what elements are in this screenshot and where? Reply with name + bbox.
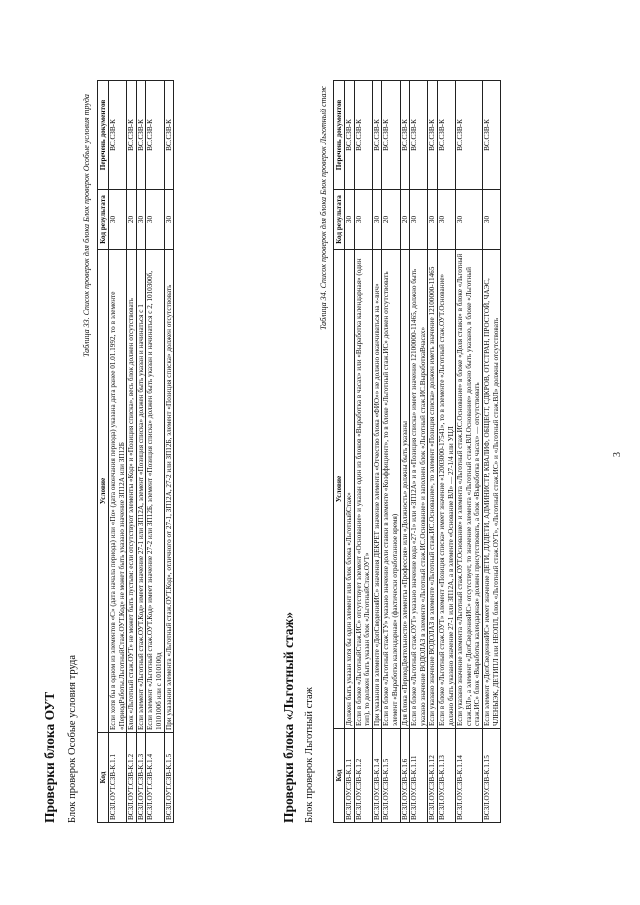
cell-result-code: 30 xyxy=(164,190,174,250)
cell-documents: ВС.СЗВ-К xyxy=(437,81,455,190)
cell-result-code: 30 xyxy=(136,190,146,250)
cell-condition: Блок «Льготный стаж.ОУТ» не может быть пустым: если отсутствуют элементы «Код» и «Позиция списка», весь блок должен отсутствовать xyxy=(127,250,137,733)
cell-condition: Должен быть указан хотя бы один элемент или блок блока «ЛьготныйСтаж» xyxy=(345,250,355,729)
cell-result-code: 30 xyxy=(109,190,127,250)
cell-documents: ВС.СЗВ-К xyxy=(456,81,483,190)
cell-condition: Если хотя бы в одном из элементов «С» (дата начала периода) или «По» (дата окончания периода) указана дата ранее 01.01.1992, то в элементе «ПериодРаботы.ЛьготныйСтаж.ОУТ.Код» не может быть указано значение ЗП12А или ЗП12Б xyxy=(109,250,127,733)
col-condition: Условие xyxy=(334,250,345,729)
table-row xyxy=(400,81,410,823)
cell-documents: ВС.СЗВ-К xyxy=(345,81,355,190)
section-subtitle-preferential: Блок проверок Льготный стаж xyxy=(304,687,315,823)
cell-documents: ВС.СЗВ-К xyxy=(136,81,146,190)
col-code: Код xyxy=(334,729,345,823)
col-condition: Условие xyxy=(98,250,109,733)
cell-condition: Если элемент «Льготный стаж.ОУТ.Код» имеет значение 27-1 или ЗП12А, элемент «Позиция списка» должен быть указан и начинаться с 1 xyxy=(136,250,146,733)
table-row xyxy=(136,81,146,823)
cell-code: ВСЗЛ.ОУ.СЗВ-К.1.6 xyxy=(400,729,410,823)
table-row xyxy=(382,81,400,823)
table-row xyxy=(410,81,428,823)
table-33 xyxy=(97,80,174,823)
cell-result-code: 30 xyxy=(456,190,483,250)
cell-condition: Если указано значение элемента «Льготный стаж.ОУТ.Основание» и элемента «Льготный стаж.ИС.Основание» в блоке «Доля ставки» в блоке «Льготный стаж.ВЛ», а элемент «ДопСведенияИС» отсутствует, то значение элемента «Льготный стаж.ВЛ.Основание» должно быть указано, в блоке «Льготный стаж.ИС» блок «Выработка календарная» должен присутствовать, а блок «Выработка в часах» — отсутствовать xyxy=(456,250,483,729)
cell-code: ВСЗЛ.ОУ.СЗВ-К.1.1 xyxy=(345,729,355,823)
cell-documents: ВС.СЗВ-К xyxy=(428,81,438,190)
cell-documents: ВС.СЗВ-К xyxy=(400,81,410,190)
table-row xyxy=(482,81,500,823)
table-row xyxy=(146,81,164,823)
cell-result-code: 20 xyxy=(382,190,400,250)
section-title-out: Проверки блока ОУТ xyxy=(42,691,57,823)
cell-condition: Если указано значение ВОДОЛАЗ в элементе «Льготный стаж.ИС.Основание», то элемент «Позиция списка» должен иметь значение 12100000-11465 xyxy=(428,250,438,729)
section-title-preferential: Проверки блока «Льготный стаж» xyxy=(281,611,296,823)
table-header-row xyxy=(98,81,109,823)
cell-documents: ВС.СЗВ-К xyxy=(372,81,382,190)
cell-documents: ВС.СЗВ-К xyxy=(164,81,174,190)
page-number: 3 xyxy=(612,452,623,457)
cell-condition: Если в блоке «ЛьготныйСтаж.ИС» отсутствует элемент «Основание» и указан один из блоков «Выработка в часах» или «Выработка календарная» (один тип), то должен быть указан блок «ЛьготныйСтаж.ОУТ» xyxy=(354,250,372,729)
cell-code: ВСЗЛ.ОУТ.СЗВ-К.1.4 xyxy=(146,733,164,823)
col-result-code: Код результата xyxy=(334,190,345,250)
table-caption-34: Таблица 34. Список проверок для блока Блок проверок Льготный стаж xyxy=(319,86,328,330)
cell-documents: ВС.СЗВ-К xyxy=(146,81,164,190)
cell-result-code: 30 xyxy=(437,190,455,250)
cell-code: ВСЗЛ.ОУ.СЗВ-К.1.11 xyxy=(410,729,428,823)
table-row xyxy=(456,81,483,823)
cell-documents: ВС.СЗВ-К xyxy=(127,81,137,190)
cell-result-code: 30 xyxy=(482,190,500,250)
table-row xyxy=(164,81,174,823)
table-row xyxy=(437,81,455,823)
section-subtitle-out: Блок проверок Особые условия труда xyxy=(67,654,78,823)
cell-condition: Если элемент «Льготный стаж.ОУТ.Код» имеет значение 27-2 или ЗП12Б, элемент «Позиция списка» должен быть указан и начинаться с 2, 1010300б, 1010100б или с 1010100д xyxy=(146,250,164,733)
cell-code: ВСЗЛ.ОУ.СЗВ-К.1.12 xyxy=(428,729,438,823)
table-row xyxy=(109,81,127,823)
table-row xyxy=(127,81,137,823)
table-caption-33: Таблица 33. Список проверок для блока Блок проверок Особые условия труда xyxy=(82,94,91,357)
cell-result-code: 30 xyxy=(146,190,164,250)
cell-result-code: 20 xyxy=(127,190,137,250)
cell-documents: ВС.СЗВ-К xyxy=(109,81,127,190)
col-code: Код xyxy=(98,733,109,823)
cell-code: ВСЗЛ.ОУТ.СЗВ-К.1.2 xyxy=(127,733,137,823)
cell-documents: ВС.СЗВ-К xyxy=(354,81,372,190)
cell-code: ВСЗЛ.ОУ.СЗВ-К.1.15 xyxy=(482,729,500,823)
cell-condition: При указании элемента «Льготный стаж.ОУТ.Код», отличного от 27-1, ЗП12А, 27-2 или ЗП12Б, элемент «Позиция списка» должен отсутствовать xyxy=(164,250,174,733)
cell-result-code: 30 xyxy=(428,190,438,250)
cell-code: ВСЗЛ.ОУ.СЗВ-К.1.4 xyxy=(372,729,382,823)
table-row xyxy=(345,81,355,823)
cell-code: ВСЗЛ.ОУ.СЗВ-К.1.13 xyxy=(437,729,455,823)
cell-result-code: 20 xyxy=(400,190,410,250)
cell-documents: ВС.СЗВ-К xyxy=(410,81,428,190)
cell-result-code: 30 xyxy=(354,190,372,250)
cell-code: ВСЗЛ.ОУ.СЗВ-К.1.2 xyxy=(354,729,372,823)
table-header-row xyxy=(334,81,345,823)
table-34 xyxy=(333,80,501,823)
cell-code: ВСЗЛ.ОУТ.СЗВ-К.1.5 xyxy=(164,733,174,823)
cell-documents: ВС.СЗВ-К xyxy=(482,81,500,190)
cell-result-code: 30 xyxy=(410,190,428,250)
cell-code: ВСЗЛ.ОУТ.СЗВ-К.1.1 xyxy=(109,733,127,823)
cell-result-code: 30 xyxy=(372,190,382,250)
cell-code: ВСЗЛ.ОУ.СЗВ-К.1.14 xyxy=(456,729,483,823)
table-row xyxy=(372,81,382,823)
table-row xyxy=(428,81,438,823)
cell-code: ВСЗЛ.ОУТ.СЗВ-К.1.3 xyxy=(136,733,146,823)
cell-condition: При указании в элементе «ДопСведенияИС» значения ДЕКРЕТ значение элемента «Отчество блока «ФИО»» не должно оканчиваться на «-вич» xyxy=(372,250,382,729)
cell-condition: Если в блоке «Льготный стаж.ТУ» указано значение доли ставки в элементе «Коэффициент», то в блоке «Льготный стаж.ИС» должен отсутствовать элемент «Выработка календарная» (фактически отработанное время) xyxy=(382,250,400,729)
col-documents: Перечень документов xyxy=(334,81,345,190)
cell-result-code: 30 xyxy=(345,190,355,250)
cell-documents: ВС.СЗВ-К xyxy=(382,81,400,190)
cell-condition: Если в блоке «Льготный стаж.ОУТ» указано значение кода «27-1» или «ЗП12А» и в «Позиция списка» имеет значение 12100000-11465, должно быть указано значение ВОДОЛАЗ в элементе «Льготный стаж.ИС.Основание» и заполнен блок «Льготный стаж.ИС.ВыработкаВчасах» xyxy=(410,250,428,729)
col-documents: Перечень документов xyxy=(98,81,109,190)
table-row xyxy=(354,81,372,823)
cell-code: ВСЗЛ.ОУ.СЗВ-К.1.5 xyxy=(382,729,400,823)
col-result-code: Код результата xyxy=(98,190,109,250)
cell-condition: Для блока «ПериодДеятельности» элементы «Профессия» или «Должность» должны быть указаны xyxy=(400,250,410,729)
cell-condition: Если в блоке «Льготный стаж.ОУТ» элемент «Позиция списка» имеет значение «12003000-17541», то в элементе «Льготный стаж.ОУТ.Основание» должно быть указано значение 27-1 или ЗП12А, а в элементе «Основание ВЛ» — 27-1/4 или УЦЛ xyxy=(437,250,455,729)
cell-condition: Если элемент «ДопСведенияИС» имеет значение ДЕТИ, ДЛДЕТИ, АДМИНИСТР, КВАЛИФ, ОБЩЕСТ, СДКРОВ, ОТСТРАН, ПРОСТОЙ, ЧАЭС, ЧЛЕНЫЭК, ДЕТИПЛ или НЕОПЛ, блок «Льготный стаж.ОУТ», «Льготный стаж.ИС» и «Льготный стаж.ВЛ» должны отсутствовать xyxy=(482,250,500,729)
